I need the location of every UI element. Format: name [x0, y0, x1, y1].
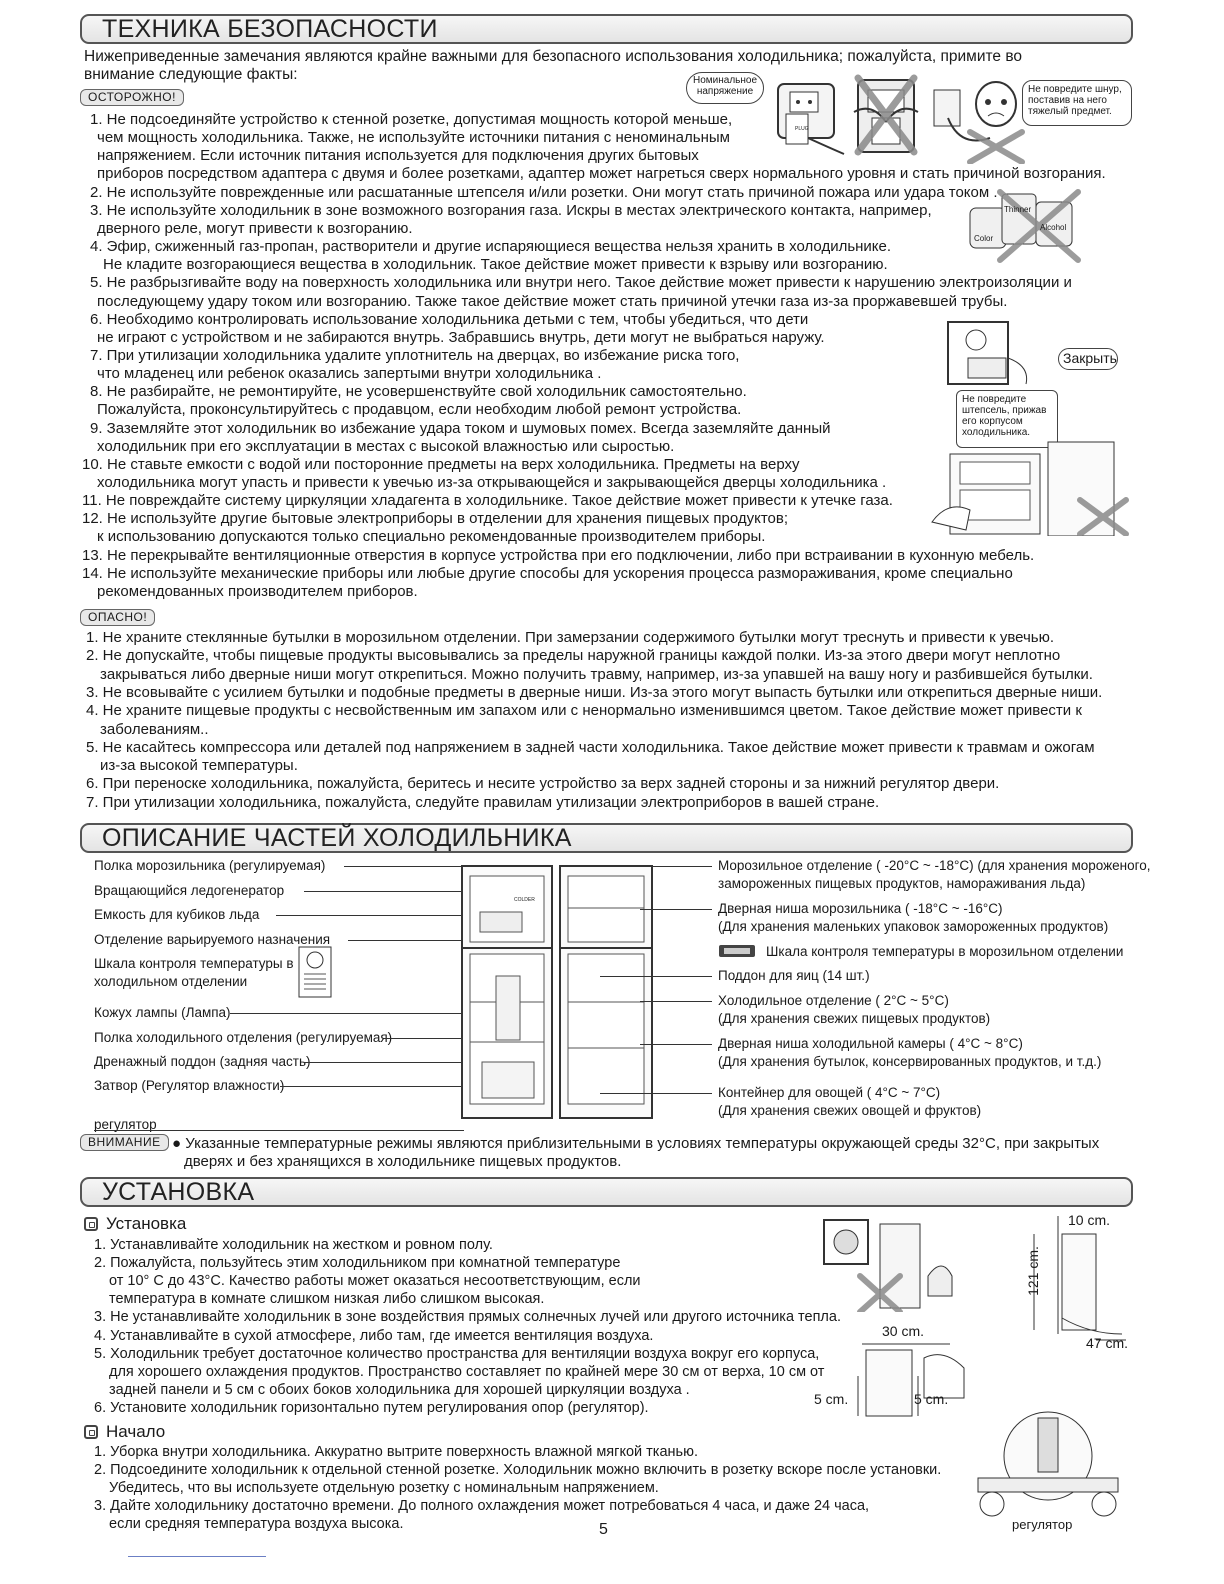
- voltage-callout-text: Номинальное напряжение: [692, 75, 758, 97]
- label-freezer-door-2: (Для хранения маленьких упаковок замороженных продуктов): [718, 919, 1109, 934]
- footer-rule: [128, 1556, 266, 1557]
- caution-item: не играют с устройством и не забираются внутрь. Забравшись внутрь, дети могут не выбраться наружу.: [97, 328, 825, 346]
- start-item: если средняя температура воздуха высока.: [109, 1516, 404, 1533]
- caution-item: 9. Заземляйте этот холодильник во избежание удара током и шумовых помех. Всегда заземляйте данный: [90, 419, 831, 437]
- note-line: ● Указанные температурные режимы являются приблизительными в условиях температуры окружающей среды 32°C, при закрытых: [172, 1135, 1100, 1152]
- caution-item: чем мощность холодильника. Также, не используйте источники питания с неноминальным: [97, 129, 730, 147]
- voltage-callout: [686, 72, 764, 104]
- cord-under-weight-illustration: [930, 78, 1030, 164]
- danger-item: 5. Не касайтесь компрессора или деталей под напряжением в задней части холодильника. Такое действие может привести к травмам и ожогам: [86, 738, 1095, 756]
- caution-item: напряжением. Если источник питания используется для подключения других бытовых: [97, 147, 699, 165]
- caution-item: 2. Не используйте поврежденные или расшатанные штепселя и/или розетки. Они могут стать причиной пожара или удара током .: [90, 183, 998, 201]
- safety-section-header: [80, 14, 1133, 44]
- leader-line: [640, 1044, 712, 1045]
- fridge-dial-icon: [298, 946, 332, 998]
- install-item: 6. Установите холодильник горизонтально путем регулирования опор (регулятор).: [94, 1399, 649, 1416]
- dim-height: 121 cm.: [1024, 1246, 1041, 1296]
- dim-clearance-top: 30 cm.: [882, 1323, 925, 1339]
- danger-item: 4. Не храните пищевые продукты с несвойственным им запахом или с ненормально изменившимся цветом. Такое действие может привести к: [86, 702, 1082, 720]
- caution-item: приборов посредством адаптера с двумя и более розетками, адаптер может нагреться сверх нормального уровня и стать причиной возгорания.: [97, 165, 1106, 183]
- leveler-adjust-diagram: [968, 1408, 1128, 1526]
- close-callout: [1058, 348, 1118, 370]
- label-freezer-shelf: Полка морозильника (регулируемая): [94, 858, 326, 873]
- install-item: 5. Холодильник требует достаточное количество пространства для вентиляции воздуха вокруг его корпуса,: [94, 1345, 820, 1362]
- caution-item: к использованию допускаются только специально рекомендованные производителем приборы.: [97, 528, 766, 546]
- heat-source-illustration: [820, 1216, 960, 1312]
- caution-item: 13. Не перекрывайте вентиляционные отверстия в корпусе устройства при его подключении, либо при встраивании в кухонную мебель.: [82, 546, 1035, 564]
- label-freezer-2: замороженных пищевых продуктов, намораживания льда): [718, 876, 1086, 891]
- danger-badge: ОПАСНО!: [80, 609, 155, 626]
- danger-item: закрываться либо дверные ниши могут открепиться. Можно получить травму, например, из-за упавшей на вашу ногу и разбившейся бутылки.: [100, 665, 1093, 683]
- label-fridge-dial-2: холодильном отделении: [94, 974, 248, 989]
- colder-label: COLDER: [514, 897, 535, 903]
- danger-item: из-за высокой температуры.: [100, 757, 298, 775]
- can-label-alcohol: Alcohol: [1040, 223, 1067, 232]
- child-safety-illustration: [940, 318, 1040, 390]
- install-item: от 10° C до 43°C. Качество работы может оказаться несоответствующим, если: [109, 1273, 641, 1290]
- danger-item: 7. При утилизации холодильника, пожалуйста, следуйте правилам утилизации электроприборов в вашей стране.: [86, 793, 880, 811]
- install-item: 4. Устанавливайте в сухой атмосфере, либо там, где имеется вентиляция воздуха.: [94, 1327, 654, 1344]
- caution-item: 7. При утилизации холодильника удалите уплотнитель на дверцах, во избежание риска того,: [90, 346, 740, 364]
- caution-item: 4. Эфир, сжиженный газ-пропан, растворители и другие испаряющиеся вещества нельзя хранить в холодильнике.: [90, 238, 892, 256]
- install-item: задней панели и 5 см с обоих боков холодильника для хорошей циркуляции воздуха .: [109, 1381, 690, 1398]
- danger-item: заболеваниям..: [100, 720, 209, 738]
- safety-intro-line: внимание следующие факты:: [84, 66, 298, 83]
- danger-item: 1. Не храните стеклянные бутылки в морозильном отделении. При замерзании содержимого бутылки могут треснуть и привести к увечью.: [86, 629, 1055, 646]
- can-label-thinner: Thinner: [1004, 205, 1032, 214]
- leader-line: [600, 976, 712, 977]
- caution-item: рекомендованных производителем приборов.: [97, 582, 418, 600]
- caution-item: что младенец или ребенок оказались запертыми внутри холодильника .: [97, 365, 602, 383]
- install-subtitle: Установка: [106, 1214, 187, 1233]
- label-fridge-shelf: Полка холодильного отделения (регулируемая): [94, 1030, 393, 1045]
- multi-outlet-illustration: [852, 72, 924, 162]
- caution-item: дверного реле, могут привести к возгоранию.: [97, 219, 413, 237]
- install-item: 2. Пожалуйста, пользуйтесь этим холодильником при комнатной температуре: [94, 1255, 621, 1272]
- caution-item: 14. Не используйте механические приборы или любые другие способы для ускорения процесса размораживания, кроме специально: [82, 564, 1013, 582]
- fridge-parts-diagram: [458, 862, 658, 1124]
- caution-item: 10. Не ставьте емкости с водой или посторонние предметы на верх холодильника. Предметы на верху: [82, 455, 800, 473]
- label-leveler: регулятор: [94, 1117, 157, 1132]
- leader-line: [94, 1130, 464, 1131]
- install-item: температура в комнате слишком низкая либо слишком высокая.: [109, 1291, 545, 1308]
- label-ice-maker: Вращающийся ледогенератор: [94, 883, 285, 898]
- start-item: Убедитесь, что вы используете отдельную розетку с номинальным напряжением.: [109, 1480, 659, 1497]
- label-fridge: Холодильное отделение ( 2°C ~ 5°C): [718, 993, 949, 1008]
- danger-item: 2. Не допускайте, чтобы пищевые продукты высовывались за пределы наружной границы каждой полки. Из-за этого двери могут неплотно: [86, 647, 1061, 665]
- caution-item: 11. Не повреждайте систему циркуляции хладагента в холодильнике. Такое действие может привести к утечке газа.: [82, 492, 893, 510]
- parts-section-header: [80, 823, 1133, 853]
- start-item: 3. Дайте холодильнику достаточно времени. До полного охлаждения может потребоваться 4 часа, и даже 24 часа,: [94, 1498, 870, 1515]
- caution-item: 5. Не разбрызгивайте воду на поверхность холодильника или внутри него. Такое действие может привести к нарушению электроизоляции и: [90, 274, 1072, 292]
- caution-item: холодильник при его эксплуатации в местах с высокой влажностью или сыростью.: [97, 437, 675, 455]
- safety-intro-line: Нижеприведенные замечания являются крайне важными для безопасного использования холодильника; пожалуйста, примите во: [84, 48, 1023, 65]
- dim-depth: 47 cm.: [1086, 1335, 1129, 1351]
- outlet-illustration: [770, 78, 850, 156]
- label-lamp-cover: Кожух лампы (Лампа): [94, 1005, 231, 1020]
- danger-item: 6. При переноске холодильника, пожалуйста, беритесь и несите устройство за верх задней стороны и за нижний регулятор двери.: [86, 775, 1000, 793]
- danger-item: 3. Не всовывайте с усилием бутылки и подобные предметы в дверные ниши. Из-за этого могут выпасть бутылки или открепиться дверные ниши.: [86, 683, 1103, 701]
- leader-line: [560, 866, 712, 867]
- caution-item: Не кладите возгорающиеся вещества в холодильник. Такое действие может привести к взрыву или возгоранию.: [103, 256, 888, 274]
- leveler-label: регулятор: [1012, 1517, 1073, 1532]
- parts-title: ОПИСАНИЕ ЧАСТЕЙ ХОЛОДИЛЬНИКА: [102, 824, 572, 852]
- dim-clearance-right: 5 cm.: [914, 1391, 949, 1407]
- dim-top: 10 cm.: [1068, 1212, 1111, 1228]
- safety-title: ТЕХНИКА БЕЗОПАСНОСТИ: [102, 15, 438, 43]
- install-item: для хорошего охлаждения продуктов. Пространство составляет по крайней мере 30 см от верха, 10 см от: [109, 1363, 825, 1380]
- leader-line: [276, 915, 476, 916]
- bullet-square-icon: [84, 1425, 98, 1439]
- caution-item: 6. Необходимо контролировать использование холодильника детьми с тем, чтобы убедиться, что дети: [90, 310, 809, 328]
- caution-item: 8. Не разбирайте, не ремонтируйте, не усовершенствуйте свой холодильник самостоятельно.: [90, 383, 747, 401]
- label-ice-bin: Емкость для кубиков льда: [94, 907, 260, 922]
- label-variable-compartment: Отделение варьируемого назначения: [94, 932, 331, 947]
- label-freezer-dial: Шкала контроля температуры в морозильном отделении: [766, 944, 1124, 959]
- label-humidity-control: Затвор (Регулятор влажности): [94, 1078, 285, 1093]
- leader-line: [640, 909, 712, 910]
- label-egg-tray: Поддон для яиц (14 шт.): [718, 968, 870, 983]
- caution-item: последующему удару током или возгоранию. Также такое действие может стать причиной утечки газа из-за проржавевшей трубы.: [97, 292, 1008, 310]
- caution-item: холодильника могут упасть и привести к увечью из-за открывающейся и закрывающейся дверцы холодильника .: [97, 474, 887, 491]
- leader-line: [600, 1093, 712, 1094]
- label-drain-pan: Дренажный поддон (задняя часть): [94, 1054, 311, 1069]
- leader-line: [640, 1001, 712, 1002]
- close-callout-text: Закрыть: [1063, 350, 1117, 366]
- start-item: 1. Уборка внутри холодильника. Аккуратно вытрите поверхность влажной мягкой тканью.: [94, 1444, 698, 1460]
- freezer-dial-icon: [718, 944, 756, 958]
- cord-callout: [1022, 80, 1132, 126]
- label-freezer: Морозильное отделение ( -20°C ~ -18°C) (для хранения мороженого,: [718, 858, 1151, 873]
- label-fridge-2: (Для хранения свежих пищевых продуктов): [718, 1011, 991, 1026]
- caution-item: 3. Не используйте холодильник в зоне возможного возгорания газа. Искры в местах электрического контакта, например,: [90, 201, 932, 219]
- note-badge: ВНИМАНИЕ: [80, 1134, 169, 1151]
- install-section-header: [80, 1177, 1133, 1207]
- caution-badge: ОСТОРОЖНО!: [80, 89, 184, 106]
- install-title: УСТАНОВКА: [102, 1178, 255, 1206]
- can-label-color: Color: [974, 234, 994, 243]
- page-number: 5: [599, 1521, 608, 1538]
- install-item: 3. Не устанавливайте холодильник в зоне воздействия прямых солнечных лучей или другого источника тепла.: [94, 1309, 841, 1326]
- plug-label: PLUG: [795, 126, 809, 132]
- label-vegetable-box-2: (Для хранения свежих овощей и фруктов): [718, 1103, 982, 1118]
- fridge-cleaning-illustration: [930, 440, 1130, 536]
- label-vegetable-box: Контейнер для овощей ( 4°C ~ 7°C): [718, 1085, 941, 1100]
- caution-item: Пожалуйста, проконсультируйтесь с продавцом, если необходим любой ремонт устройства.: [97, 401, 742, 419]
- label-fridge-door-2: (Для хранения бутылок, консервированных продуктов, и т.д.): [718, 1054, 1102, 1069]
- start-subtitle: Начало: [106, 1422, 166, 1441]
- cord-callout-text: Не повредите шнур, поставив на него тяжелый предмет.: [1028, 84, 1122, 117]
- dim-clearance-left: 5 cm.: [814, 1391, 849, 1407]
- plug-damage-callout-text: Не повредите штепсель, прижав его корпусом холодильника.: [962, 394, 1047, 438]
- label-fridge-dial: Шкала контроля температуры в: [94, 956, 294, 971]
- start-item: 2. Подсоедините холодильник к отдельной стенной розетке. Холодильник можно включить в розетку вскоре после установки.: [94, 1462, 942, 1479]
- caution-item: 12. Не используйте другие бытовые электроприборы в отделении для хранения пищевых продуктов;: [82, 510, 789, 528]
- label-fridge-door: Дверная ниша холодильной камеры ( 4°C ~ 8°C): [718, 1036, 1023, 1051]
- label-freezer-door: Дверная ниша морозильника ( -18°C ~ -16°C): [718, 901, 1003, 916]
- note-line: дверях и без хранящихся в холодильнике пищевых продуктов.: [184, 1153, 622, 1170]
- install-item: 1. Устанавливайте холодильник на жестком и ровном полу.: [94, 1237, 493, 1253]
- caution-item: 1. Не подсоединяйте устройство к стенной розетке, допустимая мощность которой меньше,: [90, 111, 733, 128]
- bullet-square-icon: [84, 1217, 98, 1231]
